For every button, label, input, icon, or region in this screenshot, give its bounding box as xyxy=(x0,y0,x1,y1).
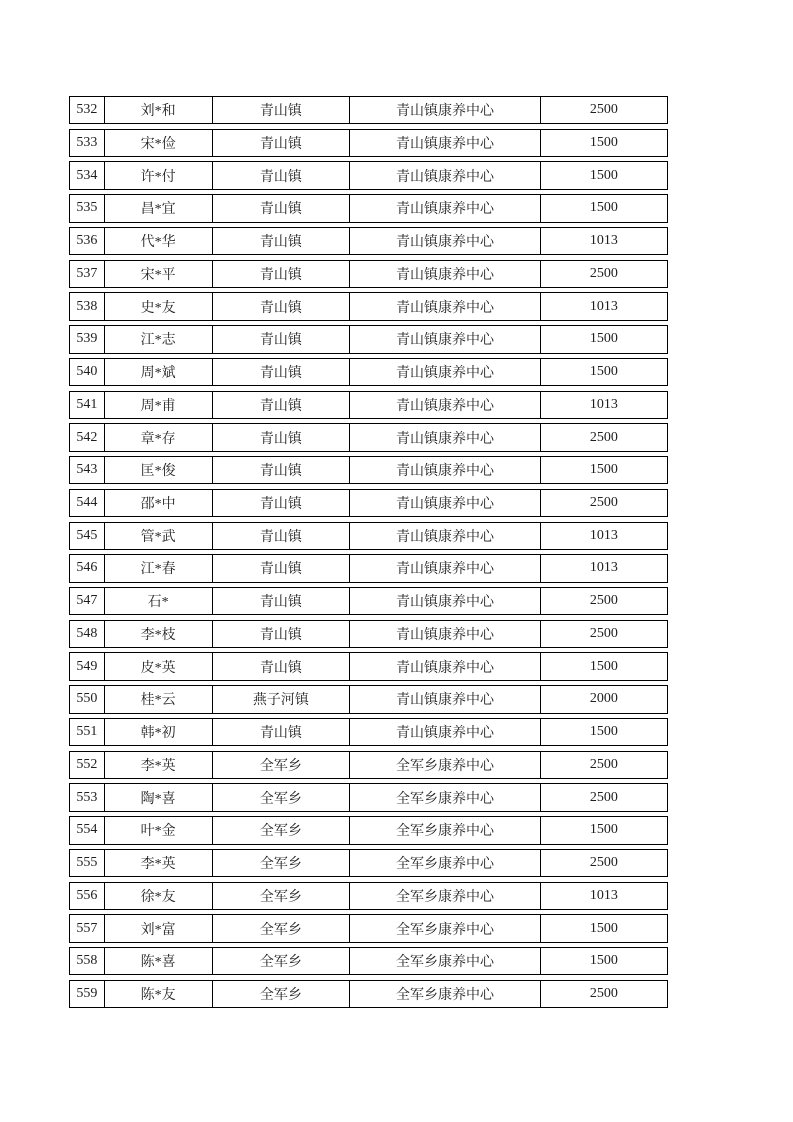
center-cell: 青山镇康养中心 xyxy=(349,161,539,189)
name-cell: 许*付 xyxy=(104,161,212,189)
town-cell: 青山镇 xyxy=(212,456,350,484)
center-cell: 全军乡康养中心 xyxy=(349,751,539,779)
amount-cell: 2500 xyxy=(540,620,668,648)
town-cell: 青山镇 xyxy=(212,718,350,746)
table-row xyxy=(69,849,668,877)
serial-cell: 542 xyxy=(69,423,104,451)
town-cell: 全军乡 xyxy=(212,980,350,1008)
serial-cell: 551 xyxy=(69,718,104,746)
amount-cell: 2500 xyxy=(540,260,668,288)
serial-cell: 550 xyxy=(69,685,104,713)
serial-cell: 540 xyxy=(69,358,104,386)
serial-cell: 544 xyxy=(69,489,104,517)
amount-cell: 1013 xyxy=(540,882,668,910)
serial-cell: 549 xyxy=(69,652,104,680)
table-row xyxy=(69,751,668,779)
table-row xyxy=(69,522,668,550)
center-cell: 青山镇康养中心 xyxy=(349,391,539,419)
center-cell: 青山镇康养中心 xyxy=(349,194,539,222)
center-cell: 青山镇康养中心 xyxy=(349,423,539,451)
center-cell: 青山镇康养中心 xyxy=(349,358,539,386)
amount-cell: 2000 xyxy=(540,685,668,713)
table-row xyxy=(69,391,668,419)
name-cell: 宋*俭 xyxy=(104,129,212,157)
name-cell: 江*春 xyxy=(104,554,212,582)
name-cell: 匡*俊 xyxy=(104,456,212,484)
amount-cell: 2500 xyxy=(540,423,668,451)
name-cell: 周*斌 xyxy=(104,358,212,386)
table-row xyxy=(69,358,668,386)
amount-cell: 1500 xyxy=(540,718,668,746)
name-cell: 李*英 xyxy=(104,849,212,877)
serial-cell: 547 xyxy=(69,587,104,615)
amount-cell: 1013 xyxy=(540,391,668,419)
serial-cell: 532 xyxy=(69,96,104,124)
serial-cell: 555 xyxy=(69,849,104,877)
amount-cell: 2500 xyxy=(540,751,668,779)
center-cell: 青山镇康养中心 xyxy=(349,489,539,517)
table-row xyxy=(69,161,668,189)
town-cell: 全军乡 xyxy=(212,783,350,811)
table-row xyxy=(69,129,668,157)
table-row xyxy=(69,96,668,124)
amount-cell: 1500 xyxy=(540,194,668,222)
name-cell: 邵*中 xyxy=(104,489,212,517)
serial-cell: 539 xyxy=(69,325,104,353)
town-cell: 全军乡 xyxy=(212,882,350,910)
center-cell: 青山镇康养中心 xyxy=(349,718,539,746)
serial-cell: 558 xyxy=(69,947,104,975)
center-cell: 全军乡康养中心 xyxy=(349,783,539,811)
name-cell: 李*英 xyxy=(104,751,212,779)
table-row xyxy=(69,980,668,1008)
town-cell: 青山镇 xyxy=(212,423,350,451)
name-cell: 陈*喜 xyxy=(104,947,212,975)
center-cell: 全军乡康养中心 xyxy=(349,816,539,844)
table-row xyxy=(69,423,668,451)
table-row xyxy=(69,882,668,910)
serial-cell: 533 xyxy=(69,129,104,157)
center-cell: 全军乡康养中心 xyxy=(349,980,539,1008)
center-cell: 青山镇康养中心 xyxy=(349,129,539,157)
center-cell: 青山镇康养中心 xyxy=(349,227,539,255)
table-row xyxy=(69,554,668,582)
table-row xyxy=(69,456,668,484)
table-row xyxy=(69,783,668,811)
name-cell: 皮*英 xyxy=(104,652,212,680)
amount-cell: 1500 xyxy=(540,652,668,680)
center-cell: 全军乡康养中心 xyxy=(349,947,539,975)
table-row xyxy=(69,718,668,746)
town-cell: 青山镇 xyxy=(212,358,350,386)
town-cell: 青山镇 xyxy=(212,325,350,353)
name-cell: 叶*金 xyxy=(104,816,212,844)
center-cell: 全军乡康养中心 xyxy=(349,914,539,942)
amount-cell: 1013 xyxy=(540,227,668,255)
center-cell: 全军乡康养中心 xyxy=(349,849,539,877)
name-cell: 周*甫 xyxy=(104,391,212,419)
amount-cell: 2500 xyxy=(540,587,668,615)
amount-cell: 1500 xyxy=(540,129,668,157)
town-cell: 青山镇 xyxy=(212,161,350,189)
center-cell: 青山镇康养中心 xyxy=(349,260,539,288)
table-row xyxy=(69,325,668,353)
table-row xyxy=(69,227,668,255)
town-cell: 青山镇 xyxy=(212,554,350,582)
table-row xyxy=(69,292,668,320)
serial-cell: 541 xyxy=(69,391,104,419)
center-cell: 青山镇康养中心 xyxy=(349,652,539,680)
serial-cell: 545 xyxy=(69,522,104,550)
center-cell: 全军乡康养中心 xyxy=(349,882,539,910)
name-cell: 石* xyxy=(104,587,212,615)
amount-cell: 1013 xyxy=(540,292,668,320)
town-cell: 全军乡 xyxy=(212,914,350,942)
serial-cell: 554 xyxy=(69,816,104,844)
town-cell: 青山镇 xyxy=(212,587,350,615)
town-cell: 青山镇 xyxy=(212,522,350,550)
town-cell: 全军乡 xyxy=(212,816,350,844)
beneficiary-table xyxy=(69,96,668,1008)
amount-cell: 1013 xyxy=(540,554,668,582)
amount-cell: 2500 xyxy=(540,980,668,1008)
town-cell: 青山镇 xyxy=(212,129,350,157)
amount-cell: 2500 xyxy=(540,489,668,517)
amount-cell: 1500 xyxy=(540,456,668,484)
name-cell: 徐*友 xyxy=(104,882,212,910)
town-cell: 青山镇 xyxy=(212,620,350,648)
town-cell: 青山镇 xyxy=(212,194,350,222)
table-row xyxy=(69,816,668,844)
amount-cell: 1500 xyxy=(540,816,668,844)
name-cell: 管*武 xyxy=(104,522,212,550)
amount-cell: 2500 xyxy=(540,849,668,877)
serial-cell: 536 xyxy=(69,227,104,255)
name-cell: 江*志 xyxy=(104,325,212,353)
name-cell: 韩*初 xyxy=(104,718,212,746)
amount-cell: 1500 xyxy=(540,325,668,353)
name-cell: 陶*喜 xyxy=(104,783,212,811)
serial-cell: 543 xyxy=(69,456,104,484)
town-cell: 青山镇 xyxy=(212,391,350,419)
center-cell: 青山镇康养中心 xyxy=(349,685,539,713)
town-cell: 全军乡 xyxy=(212,751,350,779)
amount-cell: 1013 xyxy=(540,522,668,550)
center-cell: 青山镇康养中心 xyxy=(349,587,539,615)
town-cell: 全军乡 xyxy=(212,849,350,877)
name-cell: 章*存 xyxy=(104,423,212,451)
serial-cell: 535 xyxy=(69,194,104,222)
serial-cell: 556 xyxy=(69,882,104,910)
name-cell: 桂*云 xyxy=(104,685,212,713)
town-cell: 青山镇 xyxy=(212,652,350,680)
table-row xyxy=(69,260,668,288)
table-row xyxy=(69,620,668,648)
amount-cell: 1500 xyxy=(540,947,668,975)
table-row xyxy=(69,685,668,713)
serial-cell: 546 xyxy=(69,554,104,582)
serial-cell: 537 xyxy=(69,260,104,288)
name-cell: 刘*和 xyxy=(104,96,212,124)
name-cell: 昌*宜 xyxy=(104,194,212,222)
amount-cell: 1500 xyxy=(540,161,668,189)
amount-cell: 1500 xyxy=(540,358,668,386)
town-cell: 青山镇 xyxy=(212,96,350,124)
name-cell: 李*枝 xyxy=(104,620,212,648)
serial-cell: 557 xyxy=(69,914,104,942)
table-row xyxy=(69,914,668,942)
town-cell: 青山镇 xyxy=(212,489,350,517)
center-cell: 青山镇康养中心 xyxy=(349,620,539,648)
amount-cell: 1500 xyxy=(540,914,668,942)
name-cell: 刘*富 xyxy=(104,914,212,942)
center-cell: 青山镇康养中心 xyxy=(349,292,539,320)
center-cell: 青山镇康养中心 xyxy=(349,96,539,124)
town-cell: 青山镇 xyxy=(212,260,350,288)
serial-cell: 548 xyxy=(69,620,104,648)
name-cell: 代*华 xyxy=(104,227,212,255)
name-cell: 宋*平 xyxy=(104,260,212,288)
town-cell: 青山镇 xyxy=(212,227,350,255)
town-cell: 全军乡 xyxy=(212,947,350,975)
serial-cell: 553 xyxy=(69,783,104,811)
table-row xyxy=(69,652,668,680)
center-cell: 青山镇康养中心 xyxy=(349,522,539,550)
serial-cell: 552 xyxy=(69,751,104,779)
center-cell: 青山镇康养中心 xyxy=(349,325,539,353)
town-cell: 燕子河镇 xyxy=(212,685,350,713)
table-row xyxy=(69,947,668,975)
amount-cell: 2500 xyxy=(540,96,668,124)
center-cell: 青山镇康养中心 xyxy=(349,456,539,484)
serial-cell: 559 xyxy=(69,980,104,1008)
table-row xyxy=(69,587,668,615)
name-cell: 史*友 xyxy=(104,292,212,320)
table-row xyxy=(69,489,668,517)
center-cell: 青山镇康养中心 xyxy=(349,554,539,582)
town-cell: 青山镇 xyxy=(212,292,350,320)
name-cell: 陈*友 xyxy=(104,980,212,1008)
table-row xyxy=(69,194,668,222)
serial-cell: 534 xyxy=(69,161,104,189)
serial-cell: 538 xyxy=(69,292,104,320)
amount-cell: 2500 xyxy=(540,783,668,811)
